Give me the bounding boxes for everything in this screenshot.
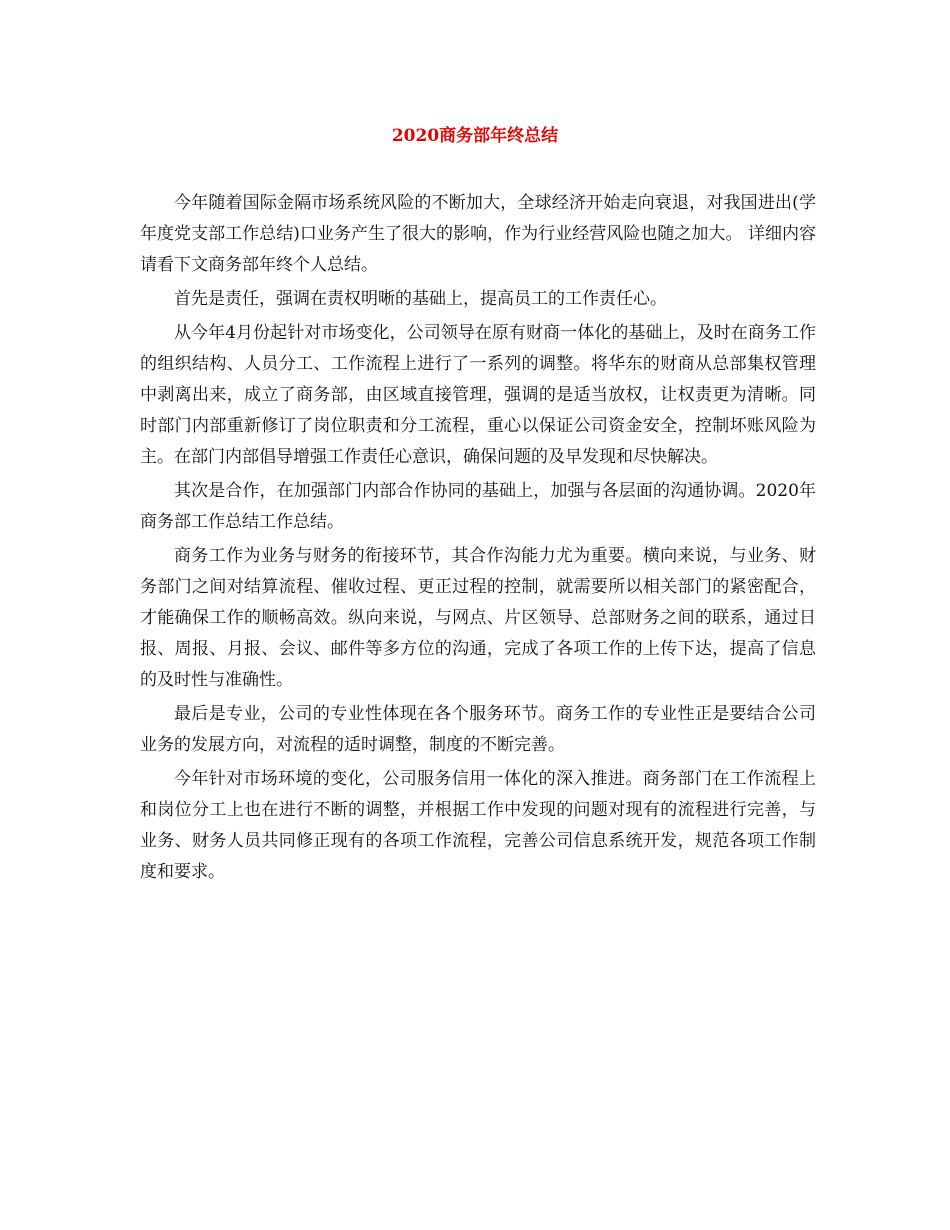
document-title: 2020商务部年终总结	[391, 126, 559, 146]
paragraph-intro: 今年随着国际金隔市场系统风险的不断加大，全球经济开始走向衰退，对我国进出(学年度党支部工作总结)口业务产生了很大的影响，作为行业经营风险也随之加大。 详细内容请看下文商务部年终个人总结。	[140, 193, 816, 275]
paragraph-responsibility-heading: 首先是责任，强调在责权明晰的基础上，提高员工的工作责任心。	[174, 289, 667, 309]
paragraph-professionalism-detail: 今年针对市场环境的变化，公司服务信用一体化的深入推进。商务部门在工作流程上和岗位分工上也在进行不断的调整，并根据工作中发现的问题对现有的流程进行完善，与业务、财务人员共同修正现有的各项工作流程，完善公司信息系统开发，规范各项工作制度和要求。	[140, 769, 816, 882]
paragraph-professionalism-heading: 最后是专业，公司的专业性体现在各个服务环节。商务工作的专业性正是要结合公司业务的发展方向，对流程的适时调整，制度的不断完善。	[140, 704, 816, 755]
document-body	[140, 188, 816, 891]
paragraph-cooperation-detail: 商务工作为业务与财务的衔接环节，其合作沟能力尤为重要。横向来说，与业务、财务部门之间对结算流程、催收过程、更正过程的控制，就需要所以相关部门的紧密配合，才能确保工作的顺畅高效。纵向来说，与网点、片区领导、总部财务之间的联系，通过日报、周报、月报、会议、邮件等多方位的沟通，完成了各项工作的上传下达，提高了信息的及时性与准确性。	[140, 546, 816, 690]
paragraph-responsibility-detail: 从今年4月份起针对市场变化，公司领导在原有财商一体化的基础上，及时在商务工作的组织结构、人员分工、工作流程上进行了一系列的调整。将华东的财商从总部集权管理中剥离出来，成立了商务部，由区域直接管理，强调的是适当放权，让权责更为清晰。同时部门内部重新修订了岗位职责和分工流程，重心以保证公司资金安全，控制坏账风险为主。在部门内部倡导增强工作责任心意识，确保问题的及早发现和尽快解决。	[140, 323, 816, 467]
paragraph-cooperation-heading: 其次是合作，在加强部门内部合作协同的基础上，加强与各层面的沟通协调。2020年商务部工作总结工作总结。	[140, 481, 816, 532]
